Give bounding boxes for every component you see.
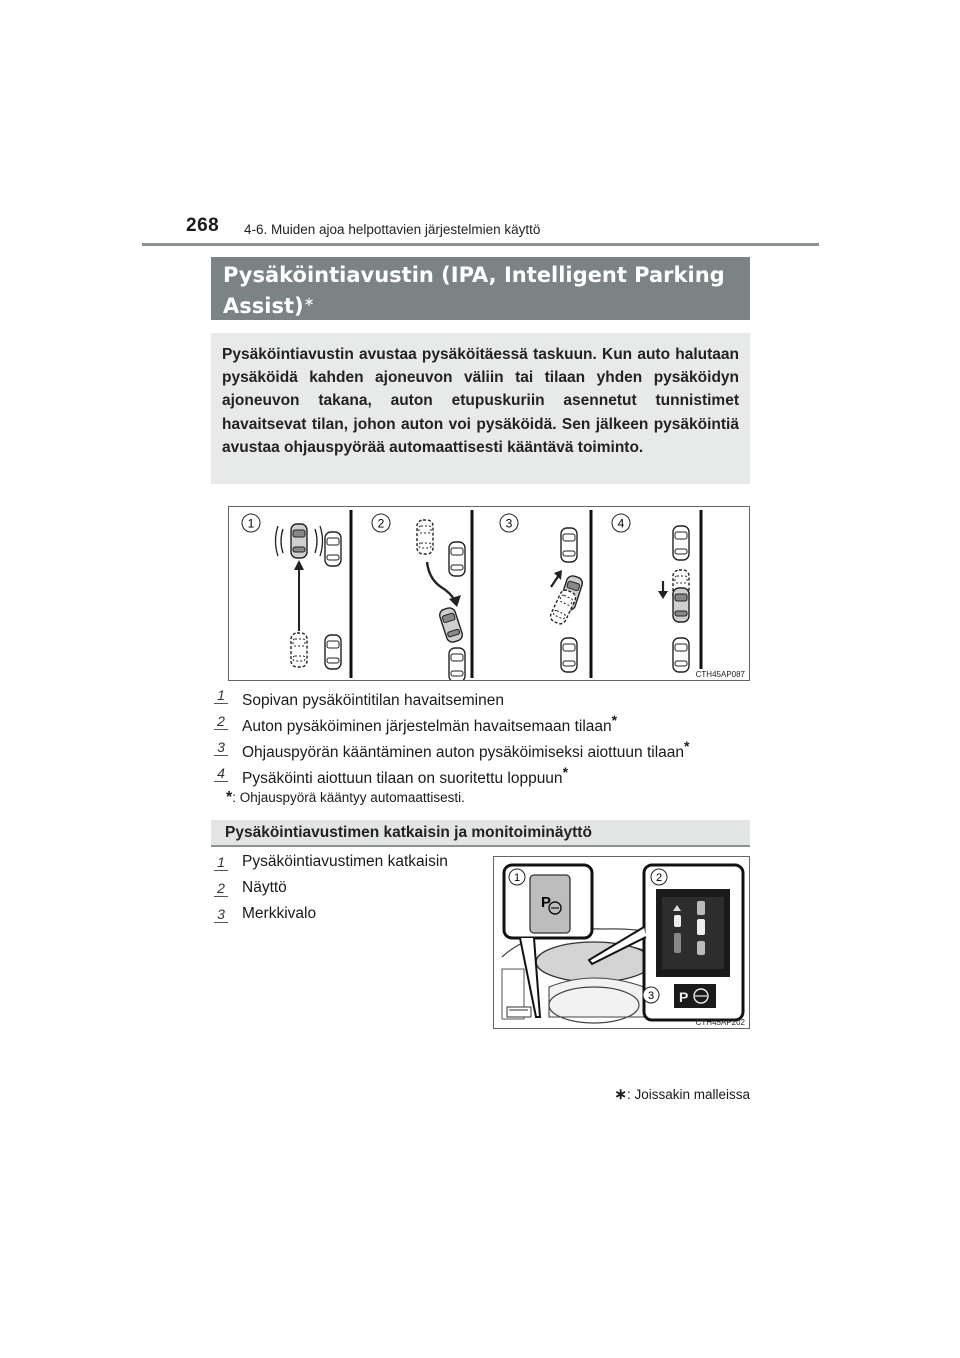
- section-title-text: Pysäköintiavustin (IPA, Intelligent Parking Assist): [223, 263, 725, 318]
- panel-4: [612, 510, 701, 672]
- figure1-marker-1: 1: [247, 516, 255, 531]
- step-text: Sopivan pysäköintitilan havaitseminen: [242, 692, 504, 709]
- step-number: 2: [214, 713, 228, 730]
- panel-2: [372, 510, 472, 680]
- intro-box: Pysäköintiavustin avustaa pysäköitäessä taskuun. Kun auto halutaan pysäköidä kahden ajoneuvon väliin tai tilaan yhden pysäköidyn ajoneuvon takana, auton etupuskuriin asennetut tunnistimet havaitsevat tilan, johon auton voi pysäköidä. Sen jälkeen pysäköintiä avustaa ohjauspyörää automaattisesti kääntävä toiminto.: [211, 333, 750, 484]
- step-number: 1: [214, 687, 228, 704]
- dashboard-illustration: [494, 857, 749, 1028]
- footnote-star: *: [226, 789, 233, 806]
- figure2-marker-3: 3: [647, 990, 655, 1002]
- chapter-title: 4-6. Muiden ajoa helpottavien järjestelmien käyttö: [244, 222, 541, 237]
- panel-1: [242, 510, 351, 678]
- ipa-indicator-glyph: P: [679, 989, 689, 1005]
- figure1-marker-3: 3: [505, 516, 513, 531]
- step-star: *: [684, 738, 690, 754]
- subsection-heading: Pysäköintiavustimen katkaisin ja monitoiminäyttö: [211, 820, 750, 847]
- panel-3: [500, 510, 591, 678]
- step-text: Auton pysäköiminen järjestelmän havaitsemaan tilaan: [242, 718, 612, 735]
- figure2-code: CTH45AP202: [695, 1018, 745, 1027]
- footnote-text: : Ohjauspyörä kääntyy automaattisesti.: [232, 790, 465, 805]
- component-number: 2: [214, 880, 228, 897]
- figure1-marker-4: 4: [617, 516, 625, 531]
- section-title: [211, 257, 750, 320]
- figure1-marker-2: 2: [377, 516, 385, 531]
- step-text: Ohjauspyörän kääntäminen auton pysäköimiseksi aiottuun tilaan: [242, 744, 685, 761]
- component-text: Pysäköintiavustimen katkaisin: [242, 853, 448, 870]
- parking-sequence-illustration: [229, 507, 749, 680]
- component-number: 1: [214, 854, 228, 871]
- bottom-footnote-text: : Joissakin malleissa: [626, 1087, 750, 1102]
- figure2-marker-1: 1: [513, 872, 521, 884]
- step-number: 4: [214, 765, 228, 782]
- header-divider: [142, 243, 819, 246]
- figure1-code: CTH45AP087: [695, 670, 745, 679]
- bottom-footnote: [612, 1085, 750, 1103]
- step-star: *: [562, 764, 569, 780]
- component-text: Näyttö: [242, 879, 287, 896]
- step-text: Pysäköinti aiottuun tilaan on suoritettu loppuun: [242, 770, 563, 787]
- step-number: 3: [214, 739, 228, 756]
- switch-display-figure: [493, 856, 750, 1029]
- steps-footnote: [226, 789, 465, 807]
- component-number: 3: [214, 906, 228, 923]
- section-title-marker: ∗: [303, 295, 315, 310]
- ipa-switch-glyph: P: [541, 894, 552, 911]
- component-text: Merkkivalo: [242, 905, 317, 922]
- page-number: 268: [186, 215, 220, 236]
- figure2-marker-2: 2: [655, 872, 663, 884]
- bottom-footnote-star: ∗: [614, 1086, 627, 1103]
- step-star: *: [611, 712, 618, 728]
- parking-sequence-figure: [228, 506, 750, 681]
